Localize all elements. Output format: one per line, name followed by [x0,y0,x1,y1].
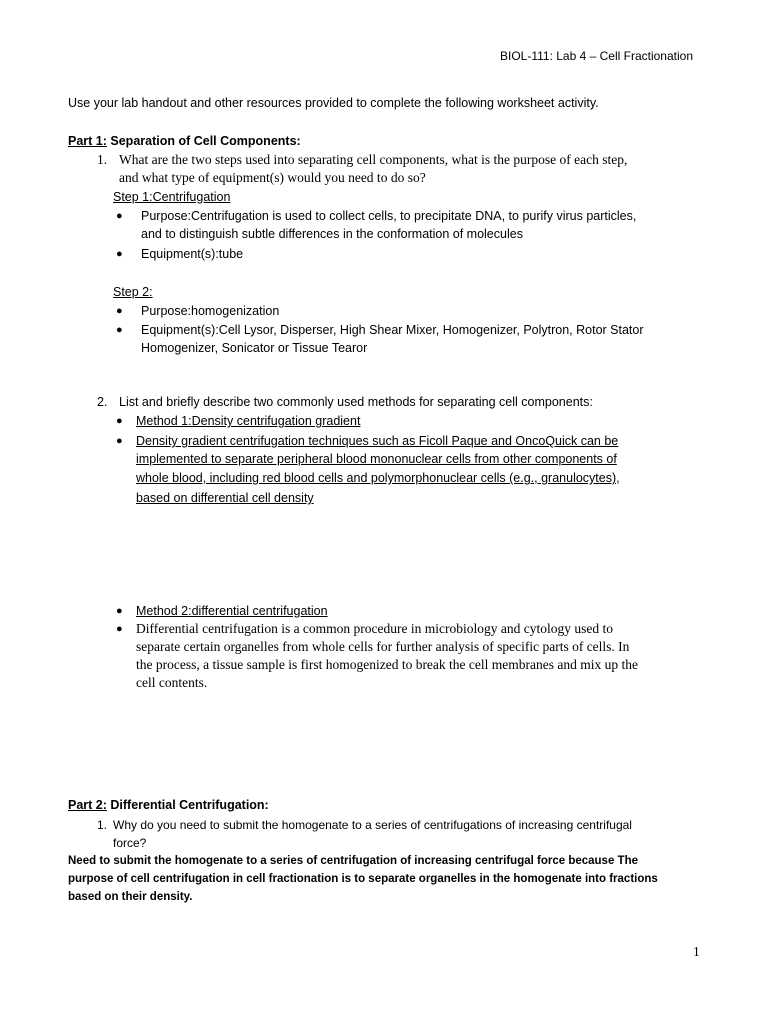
part1-title: Separation of Cell Components: [110,134,301,148]
part2-title: Differential Centrifugation: [110,798,269,812]
step2-equipment-line2: Homogenizer, Sonicator or Tissue Tearor [141,341,368,355]
bullet-icon: ● [116,248,123,260]
bullet-icon: ● [116,210,123,222]
p2-answer-line2: purpose of cell centrifugation in cell fractionation is to separate organelles in the homogenate into fractions [68,873,658,885]
part2-label: Part 2: [68,798,107,812]
step2-heading: Step 2: [113,285,153,299]
q1-number: 1. [97,152,108,167]
q1-text-line2: and what type of equipment(s) would you need to do so? [119,170,426,185]
bullet-icon: ● [116,305,123,317]
method2-desc-line4: cell contents. [136,675,208,690]
step2-equipment-line1: Equipment(s):Cell Lysor, Disperser, High Shear Mixer, Homogenizer, Polytron, Rotor Stator [141,323,644,337]
method1-desc-line4: based on differential cell density [136,491,314,505]
p2-q1-number: 1. [97,818,108,832]
p2-q1-text-line1: Why do you need to submit the homogenate to a series of centrifugations of increasing centrifugal [113,818,632,832]
bullet-icon: ● [116,415,123,427]
p2-answer-line1: Need to submit the homogenate to a series of centrifugation of increasing centrifugal force because The [68,855,638,867]
method1-heading: Method 1:Density centrifugation gradient [136,414,361,428]
bullet-icon: ● [116,324,123,336]
instructions: Use your lab handout and other resources provided to complete the following worksheet activity. [68,96,599,110]
method2-desc-line1: Differential centrifugation is a common procedure in microbiology and cytology used to [136,621,613,636]
method2-heading: Method 2:differential centrifugation [136,604,328,618]
method2-desc-line2: separate certain organelles from whole cells for further analysis of specific parts of cells. In [136,639,630,654]
part2-heading [68,796,269,814]
q1-text-line1: What are the two steps used into separating cell components, what is the purpose of each step, [119,152,628,167]
method1-desc-line1: Density gradient centrifugation techniques such as Ficoll Paque and OncoQuick can be [136,434,619,448]
step2-purpose: Purpose:homogenization [141,304,280,318]
part1-heading [68,132,301,150]
p2-q1-text-line2: force? [113,836,147,850]
method2-desc-line3: the process, a tissue sample is first homogenized to break the cell membranes and mix up the [136,657,638,672]
page-number: 1 [693,944,700,959]
step1-heading: Step 1:Centrifugation [113,190,231,204]
step1-purpose-line2: and to distinguish subtle differences in the conformation of molecules [141,227,523,241]
q2-number: 2. [97,395,108,409]
bullet-icon: ● [116,435,123,447]
step1-equipment: Equipment(s):tube [141,247,244,261]
bullet-icon: ● [116,623,123,635]
q2-text: List and briefly describe two commonly used methods for separating cell components: [119,395,593,409]
step1-purpose-line1: Purpose:Centrifugation is used to collect cells, to precipitate DNA, to purify virus particles, [141,209,637,223]
part1-label: Part 1: [68,134,107,148]
bullet-icon: ● [116,605,123,617]
method1-desc-line2: implemented to separate peripheral blood mononuclear cells from other components of [136,452,617,466]
p2-answer-line3: based on their density. [68,891,193,903]
course-header: BIOL-111: Lab 4 – Cell Fractionation [500,49,693,63]
method1-desc-line3: whole blood, including red blood cells and polymorphonuclear cells (e.g., granulocytes), [136,471,620,485]
